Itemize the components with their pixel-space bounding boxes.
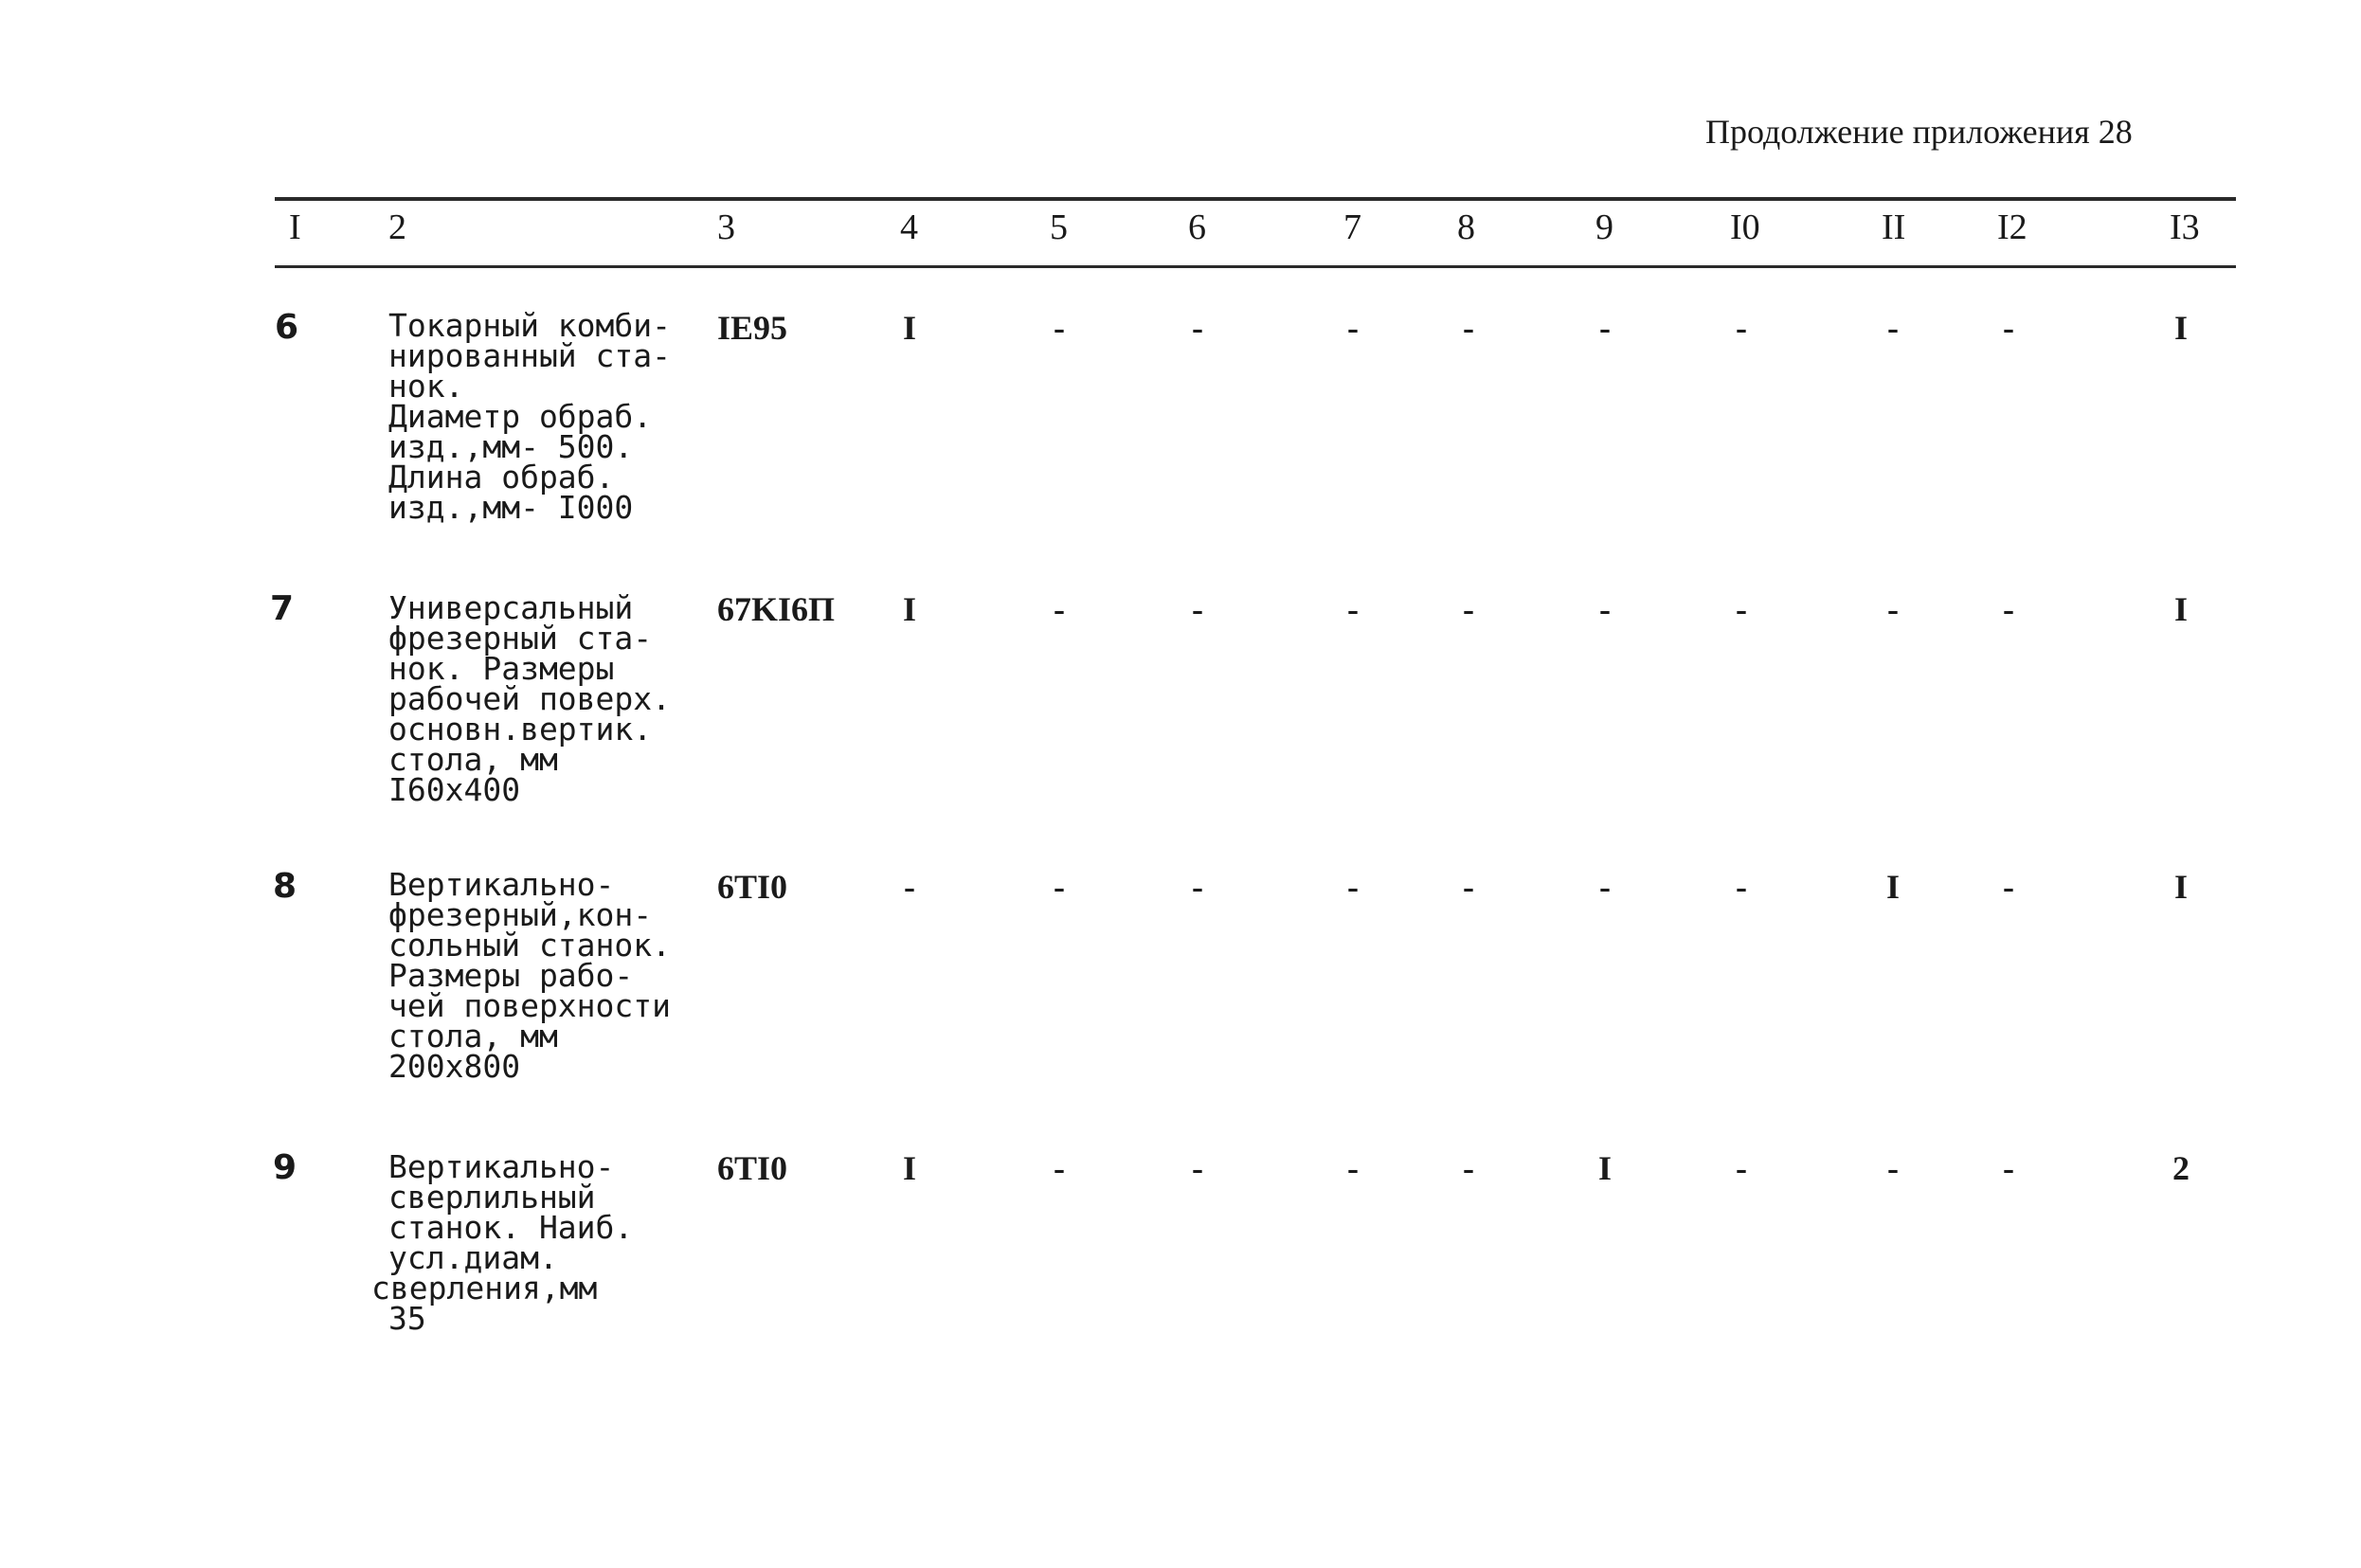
column-header-10: I0 bbox=[1730, 207, 1760, 247]
description-line: сверлильный bbox=[388, 1179, 596, 1216]
column-header-5: 5 bbox=[1050, 207, 1068, 247]
row-number: 9 bbox=[273, 1148, 297, 1187]
value-cell: - bbox=[1192, 309, 1203, 347]
value-cell: I bbox=[1885, 868, 1900, 906]
table-top-rule bbox=[275, 197, 2236, 201]
column-header-6: 6 bbox=[1188, 207, 1206, 247]
column-header-3: 3 bbox=[717, 207, 735, 247]
equipment-model: 6TI0 bbox=[717, 1149, 788, 1187]
value-cell: 2 bbox=[2172, 1149, 2190, 1187]
description-line: 35 bbox=[388, 1300, 426, 1337]
equipment-description bbox=[371, 1148, 701, 1337]
column-header-2: 2 bbox=[388, 207, 406, 247]
description-line: Токарный комби- bbox=[388, 307, 672, 344]
value-cell: - bbox=[1463, 1149, 1474, 1187]
value-cell: - bbox=[1887, 590, 1899, 628]
value-cell: - bbox=[1347, 1149, 1359, 1187]
column-header-7: 7 bbox=[1343, 207, 1361, 247]
value-cell: I bbox=[2173, 590, 2188, 628]
description-line: 200x800 bbox=[388, 1048, 521, 1085]
value-cell: - bbox=[1463, 309, 1474, 347]
continuation-caption: Продолжение приложения 28 bbox=[1705, 113, 2133, 151]
column-header-12: I2 bbox=[1997, 207, 2028, 247]
column-header-1: I bbox=[289, 207, 301, 247]
value-cell: - bbox=[1347, 590, 1359, 628]
description-line: фрезерный ста- bbox=[388, 620, 653, 657]
value-cell: I bbox=[2173, 309, 2188, 347]
value-cell: - bbox=[1054, 590, 1065, 628]
description-line: Универсальный bbox=[388, 589, 634, 626]
value-cell: - bbox=[1347, 309, 1359, 347]
value-cell: - bbox=[1736, 590, 1747, 628]
description-line: рабочей поверх. bbox=[388, 680, 672, 717]
value-cell: - bbox=[1054, 309, 1065, 347]
equipment-description bbox=[388, 589, 701, 808]
value-cell: - bbox=[2003, 868, 2014, 906]
description-line: изд.,мм- 500. bbox=[388, 428, 634, 465]
value-cell: - bbox=[1347, 868, 1359, 906]
description-line: Размеры рабо- bbox=[388, 957, 634, 994]
value-cell: - bbox=[2003, 590, 2014, 628]
value-cell: - bbox=[1736, 868, 1747, 906]
equipment-description bbox=[388, 307, 701, 526]
column-header-8: 8 bbox=[1457, 207, 1475, 247]
equipment-model: IE95 bbox=[717, 309, 788, 347]
value-cell: - bbox=[1054, 1149, 1065, 1187]
value-cell: - bbox=[1599, 590, 1611, 628]
value-cell: - bbox=[2003, 1149, 2014, 1187]
equipment-description bbox=[388, 866, 701, 1085]
value-cell: - bbox=[1192, 590, 1203, 628]
equipment-model: 6TI0 bbox=[717, 868, 788, 906]
value-cell: - bbox=[1192, 1149, 1203, 1187]
value-cell: - bbox=[1887, 1149, 1899, 1187]
description-line: чей поверхности bbox=[388, 987, 672, 1024]
description-line: фрезерный,кон- bbox=[388, 896, 653, 933]
column-header-11: II bbox=[1882, 207, 1906, 247]
value-cell: - bbox=[904, 868, 915, 906]
value-cell: - bbox=[1463, 590, 1474, 628]
column-header-4: 4 bbox=[900, 207, 918, 247]
description-line: I60x400 bbox=[388, 771, 521, 808]
value-cell: I bbox=[1597, 1149, 1612, 1187]
value-cell: - bbox=[1463, 868, 1474, 906]
value-cell: - bbox=[1599, 868, 1611, 906]
description-line: Диаметр обраб. bbox=[388, 398, 653, 435]
value-cell: - bbox=[1054, 868, 1065, 906]
description-line: сольный станок. bbox=[388, 927, 672, 964]
description-line: Длина обраб. bbox=[388, 459, 615, 496]
description-line: Вертикально- bbox=[388, 866, 615, 903]
value-cell: - bbox=[2003, 309, 2014, 347]
column-header-9: 9 bbox=[1595, 207, 1613, 247]
value-cell: - bbox=[1887, 309, 1899, 347]
description-line: усл.диам. bbox=[388, 1239, 558, 1276]
description-line: стола, мм bbox=[388, 741, 558, 778]
description-line: изд.,мм- I000 bbox=[388, 489, 634, 526]
description-line: Вертикально- bbox=[388, 1148, 615, 1185]
row-number: 6 bbox=[275, 308, 299, 347]
description-line: нок. bbox=[388, 368, 464, 405]
description-line: основн.вертик. bbox=[388, 711, 653, 748]
equipment-model: 67KI6П bbox=[717, 590, 836, 628]
column-header-13: I3 bbox=[2170, 207, 2200, 247]
value-cell: I bbox=[902, 1149, 916, 1187]
description-line: стола, мм bbox=[388, 1018, 558, 1054]
row-number: 7 bbox=[270, 589, 295, 628]
table-header-rule bbox=[275, 265, 2236, 268]
value-cell: - bbox=[1192, 868, 1203, 906]
value-cell: I bbox=[2173, 868, 2188, 906]
description-line: станок. Наиб. bbox=[388, 1209, 634, 1246]
description-line: сверления,мм bbox=[371, 1270, 598, 1307]
row-number: 8 bbox=[273, 867, 297, 906]
value-cell: I bbox=[902, 309, 916, 347]
description-line: нированный ста- bbox=[388, 337, 672, 374]
value-cell: I bbox=[902, 590, 916, 628]
value-cell: - bbox=[1736, 309, 1747, 347]
value-cell: - bbox=[1599, 309, 1611, 347]
description-line: нок. Размеры bbox=[388, 650, 615, 687]
value-cell: - bbox=[1736, 1149, 1747, 1187]
